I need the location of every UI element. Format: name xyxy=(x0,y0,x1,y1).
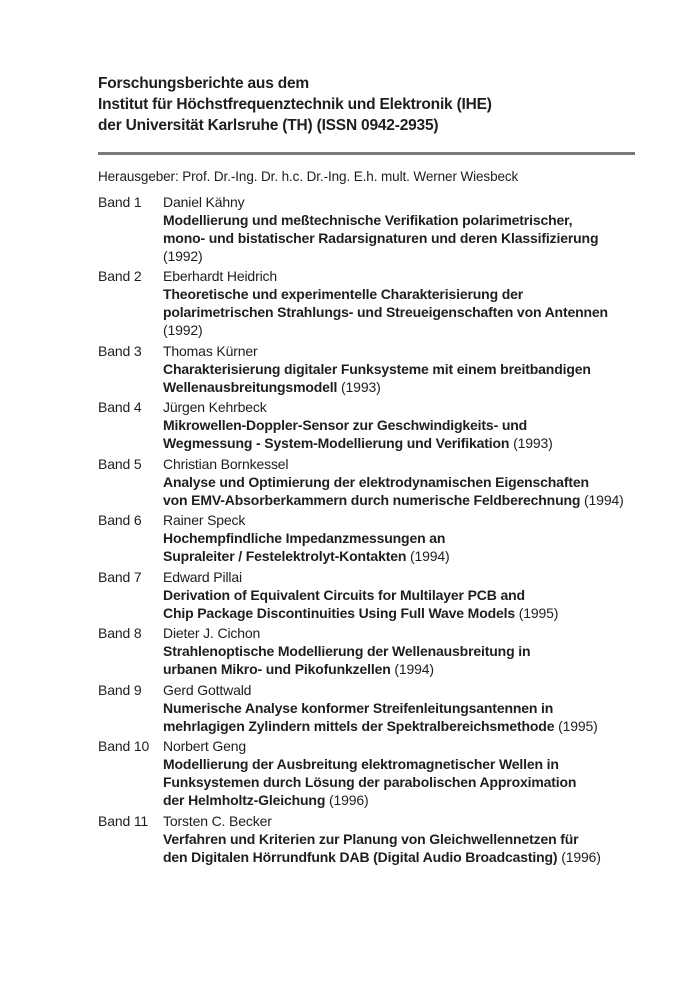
band-title-line: Wellenausbreitungsmodell (1993) xyxy=(163,378,381,395)
band-content xyxy=(163,267,639,339)
band-number: Band 8 xyxy=(98,625,142,641)
header-line-3: der Universität Karlsruhe (TH) (ISSN 0942-2935) xyxy=(98,117,439,134)
band-title-line: den Digitalen Hörrundfunk DAB (Digital Audio Broadcasting) (1996) xyxy=(163,848,601,865)
band-number: Band 7 xyxy=(98,568,142,585)
band-title-line: Theoretische und experimentelle Charakterisierung der xyxy=(163,286,524,302)
band-content xyxy=(163,193,639,265)
band-content xyxy=(163,342,639,396)
horizontal-rule xyxy=(98,152,635,155)
band-year: (1993) xyxy=(337,378,381,395)
band-title-line: Charakterisierung digitaler Funksysteme mit einem breitbandigen xyxy=(163,360,591,377)
band-list xyxy=(98,193,639,866)
band-author: Jürgen Kehrbeck xyxy=(163,399,267,415)
publisher-line: Herausgeber: Prof. Dr.-Ing. Dr. h.c. Dr.-Ing. E.h. mult. Werner Wiesbeck xyxy=(98,168,519,184)
band-title-line: mehrlagigen Zylindern mittels der Spektralbereichsmethode (1995) xyxy=(163,717,598,734)
band-content xyxy=(163,511,639,565)
band-content xyxy=(163,681,639,735)
band-number: Band 5 xyxy=(98,455,142,472)
band-title-line: urbanen Mikro- und Pikofunkzellen (1994) xyxy=(163,661,434,677)
band-title-line: Derivation of Equivalent Circuits for Multilayer PCB and xyxy=(163,586,525,603)
band-entry xyxy=(98,267,639,339)
band-number: Band 10 xyxy=(98,738,150,754)
band-title-line: Strahlenoptische Modellierung der Wellenausbreitung in xyxy=(163,643,531,659)
band-entry xyxy=(98,681,639,735)
band-author: Torsten C. Becker xyxy=(163,812,272,829)
band-title-line: Verfahren und Kriterien zur Planung von Gleichwellennetzen für xyxy=(163,830,579,847)
band-content xyxy=(163,624,639,678)
band-entry xyxy=(98,455,639,509)
band-title-line: polarimetrischen Strahlungs- und Streueigenschaften von Antennen xyxy=(163,304,608,320)
band-title-line: Modellierung und meßtechnische Verifikation polarimetrischer, xyxy=(163,211,573,228)
band-title-line: Chip Package Discontinuities Using Full Wave Models (1995) xyxy=(163,604,559,621)
band-title-line: Analyse und Optimierung der elektrodynamischen Eigenschaften xyxy=(163,473,589,490)
band-title-line: Supraleiter / Festelektrolyt-Kontakten (1994) xyxy=(163,548,450,564)
band-author: Eberhardt Heidrich xyxy=(163,268,278,284)
band-year: (1995) xyxy=(515,604,559,621)
band-year: (1994) xyxy=(406,548,450,564)
band-content xyxy=(163,812,639,866)
band-year: (1992) xyxy=(163,322,203,338)
band-entry xyxy=(98,193,639,265)
band-author: Edward Pillai xyxy=(163,568,242,585)
band-title-line: der Helmholtz-Gleichung (1996) xyxy=(163,792,369,808)
band-number: Band 6 xyxy=(98,512,142,528)
band-entry xyxy=(98,737,639,809)
band-number: Band 11 xyxy=(98,812,149,829)
band-year: (1995) xyxy=(554,717,598,734)
band-number: Band 4 xyxy=(98,399,142,415)
band-year: (1996) xyxy=(325,792,369,808)
band-title-line: mono- und bistatischer Radarsignaturen und deren Klassifizierung xyxy=(163,229,599,246)
band-author: Rainer Speck xyxy=(163,512,246,528)
band-entry xyxy=(98,342,639,396)
band-entry xyxy=(98,511,639,565)
report-series-title xyxy=(98,73,639,136)
band-title-line: von EMV-Absorberkammern durch numerische Feldberechnung (1994) xyxy=(163,491,624,508)
band-entry xyxy=(98,568,639,622)
band-author: Daniel Kähny xyxy=(163,193,245,210)
band-title-line: Modellierung der Ausbreitung elektromagnetischer Wellen in xyxy=(163,756,559,772)
band-year: (1994) xyxy=(390,661,434,677)
band-title-line: Wegmessung - System-Modellierung und Verifikation (1993) xyxy=(163,435,553,451)
band-title-line: Funksystemen durch Lösung der parabolischen Approximation xyxy=(163,774,577,790)
band-entry xyxy=(98,812,639,866)
band-year: (1993) xyxy=(509,435,553,451)
band-entry xyxy=(98,624,639,678)
band-number: Band 1 xyxy=(98,193,142,210)
header-line-1: Forschungsberichte aus dem xyxy=(98,75,309,92)
band-year: (1996) xyxy=(557,848,601,865)
band-content xyxy=(163,455,639,509)
band-content xyxy=(163,398,639,452)
band-author: Christian Bornkessel xyxy=(163,455,289,472)
band-title-line: Numerische Analyse konformer Streifenleitungsantennen in xyxy=(163,699,554,716)
band-author: Gerd Gottwald xyxy=(163,681,252,698)
band-title-line: Mikrowellen-Doppler-Sensor zur Geschwindigkeits- und xyxy=(163,417,528,433)
band-content xyxy=(163,568,639,622)
band-author: Dieter J. Cichon xyxy=(163,625,261,641)
band-author: Norbert Geng xyxy=(163,738,247,754)
band-number: Band 9 xyxy=(98,681,142,698)
band-entry xyxy=(98,398,639,452)
band-year: (1992) xyxy=(163,247,203,264)
band-number: Band 2 xyxy=(98,268,142,284)
band-content xyxy=(163,737,639,809)
band-number: Band 3 xyxy=(98,342,142,359)
band-title-line: Hochempfindliche Impedanzmessungen an xyxy=(163,530,446,546)
band-year: (1994) xyxy=(580,491,624,508)
band-author: Thomas Kürner xyxy=(163,342,258,359)
header-line-2: Institut für Höchstfrequenztechnik und Elektronik (IHE) xyxy=(98,96,492,113)
